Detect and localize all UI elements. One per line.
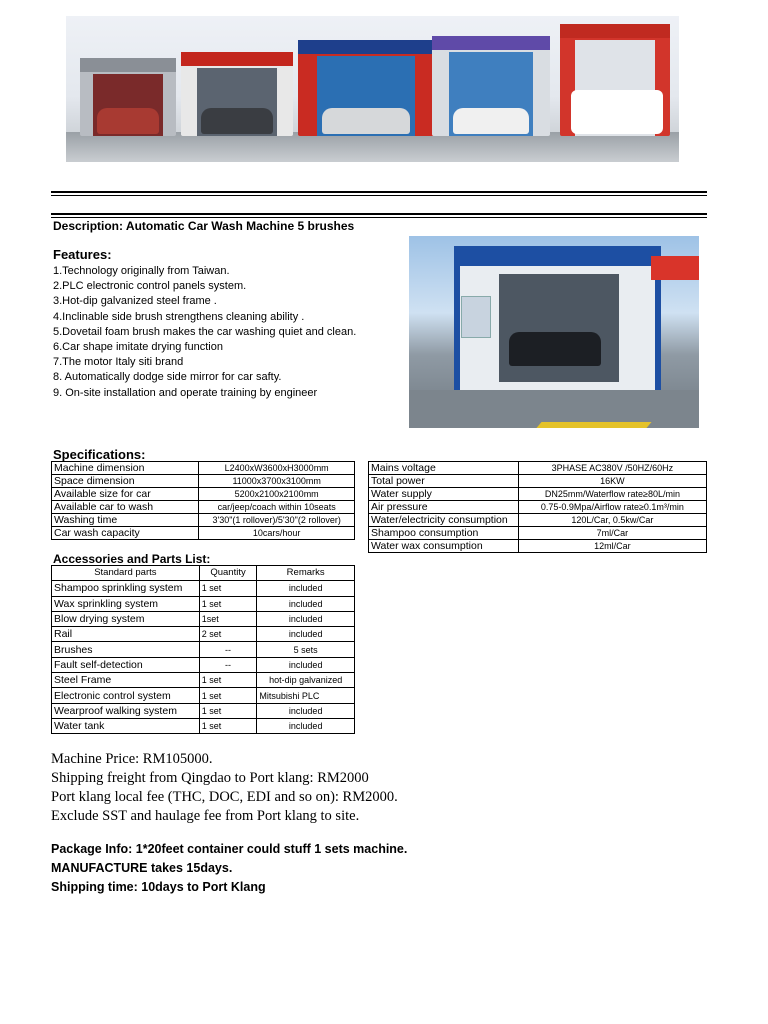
part-quantity: 1 set	[199, 688, 257, 703]
part-remark: included	[257, 596, 355, 611]
table-row	[52, 673, 355, 688]
spec-value: 7ml/Car	[518, 527, 706, 540]
table-row	[52, 581, 355, 596]
price-section	[51, 750, 398, 826]
table-row	[369, 527, 707, 540]
price-line: Shipping freight from Qingdao to Port klang: RM2000	[51, 770, 369, 786]
spec-value: 12ml/Car	[518, 540, 706, 553]
part-quantity: --	[199, 642, 257, 657]
table-row	[52, 611, 355, 626]
part-quantity: 1 set	[199, 718, 257, 733]
column-header: Standard parts	[52, 566, 200, 581]
table-row	[52, 657, 355, 672]
spec-value: 16KW	[518, 475, 706, 488]
part-quantity: 1 set	[199, 673, 257, 688]
specs-table-left	[51, 461, 355, 540]
spec-label: Available car to wash	[52, 501, 199, 514]
price-line: Port klang local fee (THC, DOC, EDI and so on): RM2000.	[51, 789, 398, 805]
feature-item: 4.Inclinable side brush strengthens cleaning ability .	[53, 310, 305, 323]
table-row	[52, 462, 355, 475]
table-row	[369, 475, 707, 488]
part-remark: hot-dip galvanized	[257, 673, 355, 688]
feature-item: 3.Hot-dip galvanized steel frame .	[53, 295, 217, 308]
spec-value: 0.75-0.9Mpa/Airflow rate≥0.1m³/min	[518, 501, 706, 514]
accessories-title: Accessories and Parts List:	[53, 552, 211, 566]
spec-value: car/jeep/coach within 10seats	[199, 501, 355, 514]
part-quantity: 1 set	[199, 596, 257, 611]
part-name: Fault self-detection	[52, 657, 200, 672]
specifications-title: Specifications:	[53, 447, 146, 462]
spec-value: DN25mm/Waterflow rate≥80L/min	[518, 488, 706, 501]
table-row	[52, 703, 355, 718]
features-list	[53, 264, 356, 401]
table-row	[52, 688, 355, 703]
description-title: Description: Automatic Car Wash Machine 5 brushes	[53, 219, 355, 233]
part-quantity: --	[199, 657, 257, 672]
part-name: Water tank	[52, 718, 200, 733]
spec-value: 3PHASE AC380V /50HZ/60Hz	[518, 462, 706, 475]
feature-item: 7.The motor Italy siti brand	[53, 356, 184, 369]
accessories-table	[51, 565, 355, 734]
column-header: Remarks	[257, 566, 355, 581]
part-remark: included	[257, 611, 355, 626]
package-line: MANUFACTURE takes 15days.	[51, 861, 233, 875]
spec-label: Shampoo consumption	[369, 527, 519, 540]
table-row	[52, 627, 355, 642]
specs-table-right	[368, 461, 707, 553]
part-quantity: 1 set	[199, 581, 257, 596]
part-quantity: 1set	[199, 611, 257, 626]
part-name: Rail	[52, 627, 200, 642]
spec-label: Water wax consumption	[369, 540, 519, 553]
spec-label: Car wash capacity	[52, 527, 199, 540]
part-remark: included	[257, 581, 355, 596]
table-row	[52, 488, 355, 501]
table-row	[52, 501, 355, 514]
table-row	[52, 718, 355, 733]
table-row	[369, 514, 707, 527]
machine-photo	[409, 236, 699, 428]
part-remark: 5 sets	[257, 642, 355, 657]
price-line: Exclude SST and haulage fee from Port klang to site.	[51, 808, 360, 824]
part-quantity: 1 set	[199, 703, 257, 718]
table-row	[52, 514, 355, 527]
feature-item: 2.PLC electronic control panels system.	[53, 280, 247, 293]
part-remark: included	[257, 627, 355, 642]
part-name: Wearproof walking system	[52, 703, 200, 718]
spec-label: Washing time	[52, 514, 199, 527]
part-remark: included	[257, 703, 355, 718]
part-remark: Mitsubishi PLC	[257, 688, 355, 703]
part-name: Brushes	[52, 642, 200, 657]
feature-item: 5.Dovetail foam brush makes the car washing quiet and clean.	[53, 325, 357, 338]
spec-value: 3'30"(1 rollover)/5'30"(2 rollover)	[199, 514, 355, 527]
spec-label: Total power	[369, 475, 519, 488]
spec-label: Mains voltage	[369, 462, 519, 475]
feature-item: 9. On-site installation and operate training by engineer	[53, 386, 318, 399]
spec-value: 10cars/hour	[199, 527, 355, 540]
feature-item: 6.Car shape imitate drying function	[53, 341, 223, 354]
part-quantity: 2 set	[199, 627, 257, 642]
spec-label: Air pressure	[369, 501, 519, 514]
column-header: Quantity	[199, 566, 257, 581]
package-info	[51, 840, 407, 897]
table-row	[52, 596, 355, 611]
part-name: Electronic control system	[52, 688, 200, 703]
table-row	[369, 488, 707, 501]
part-remark: included	[257, 657, 355, 672]
feature-item: 8. Automatically dodge side mirror for car safty.	[53, 371, 282, 384]
spec-label: Machine dimension	[52, 462, 199, 475]
feature-item: 1.Technology originally from Taiwan.	[53, 265, 230, 277]
spec-value: 11000x3700x3100mm	[199, 475, 355, 488]
spec-label: Water supply	[369, 488, 519, 501]
price-line: Machine Price: RM105000.	[51, 751, 213, 767]
part-name: Shampoo sprinkling system	[52, 581, 200, 596]
package-line: Package Info: 1*20feet container could stuff 1 sets machine.	[51, 842, 408, 856]
spec-value: 5200x2100x2100mm	[199, 488, 355, 501]
part-name: Steel Frame	[52, 673, 200, 688]
table-row	[369, 462, 707, 475]
spec-label: Water/electricity consumption	[369, 514, 519, 527]
spec-value: L2400xW3600xH3000mm	[199, 462, 355, 475]
table-row	[369, 540, 707, 553]
part-name: Blow drying system	[52, 611, 200, 626]
banner-image	[66, 16, 679, 162]
table-row	[52, 642, 355, 657]
spec-value: 120L/Car, 0.5kw/Car	[518, 514, 706, 527]
package-line: Shipping time: 10days to Port Klang	[51, 880, 266, 894]
features-title: Features:	[53, 247, 112, 262]
part-name: Wax sprinkling system	[52, 596, 200, 611]
part-remark: included	[257, 718, 355, 733]
spec-label: Space dimension	[52, 475, 199, 488]
table-row	[52, 475, 355, 488]
table-header-row	[52, 566, 355, 581]
spec-label: Available size for car	[52, 488, 199, 501]
table-row	[369, 501, 707, 514]
table-row	[52, 527, 355, 540]
